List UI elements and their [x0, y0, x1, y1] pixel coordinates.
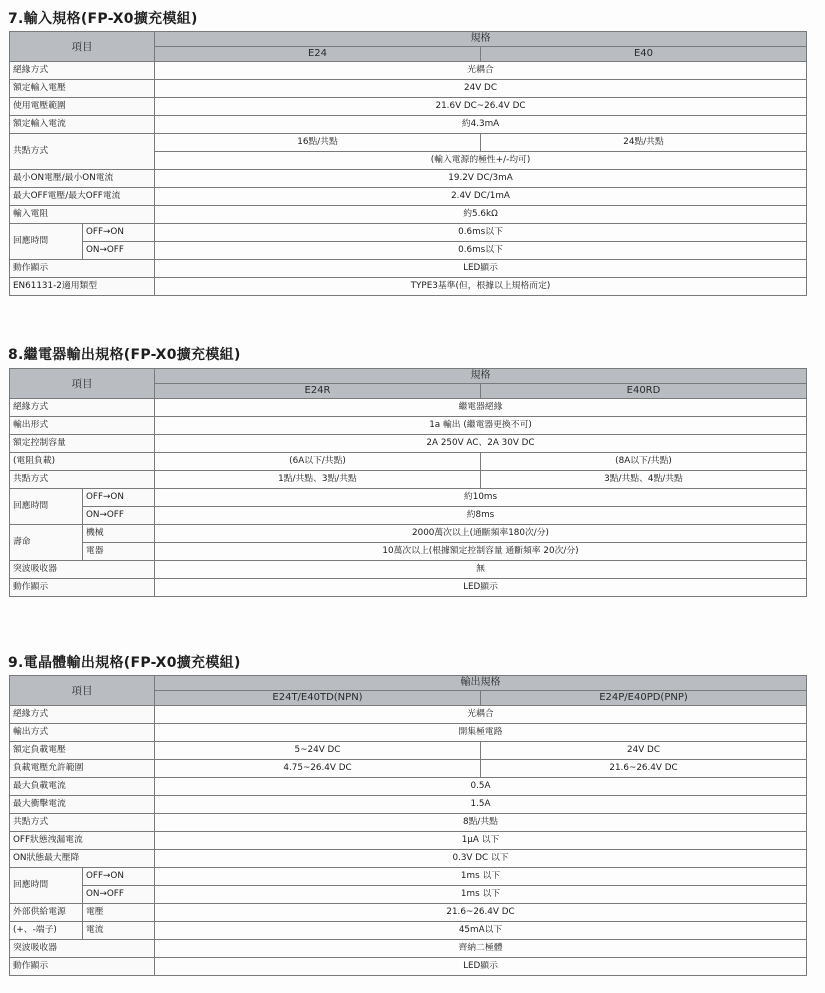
- table-header-row: [10, 676, 807, 691]
- row-value-e40rd: (8A以下/共點): [481, 453, 807, 471]
- table-row: [10, 224, 807, 242]
- transistor-spec-title: 9.電晶體輸出規格(FP-X0擴充模組): [8, 655, 241, 671]
- table-row: [10, 561, 807, 579]
- row-label: 動作顯示: [10, 579, 155, 597]
- row-label: 額定負載電壓: [10, 742, 155, 760]
- row-value: 1μA 以下: [155, 832, 807, 850]
- transistor-spec-table: [9, 675, 807, 976]
- row-value: 齊納二極體: [155, 940, 807, 958]
- table-row: [10, 850, 807, 868]
- row-label: 動作顯示: [10, 260, 155, 278]
- table-row: [10, 453, 807, 471]
- table-row: [10, 435, 807, 453]
- row-value-pnp: 24V DC: [481, 742, 807, 760]
- table-row: [10, 760, 807, 778]
- header-spec: 輸出規格: [155, 676, 807, 691]
- header-item: 項目: [10, 676, 155, 706]
- row-value: 21.6V DC~26.4V DC: [155, 98, 807, 116]
- row-label: 最大負載電流: [10, 778, 155, 796]
- row-label-continued: (+、-端子): [10, 922, 83, 940]
- row-value-e24r: 1點/共點、3點/共點: [155, 471, 481, 489]
- row-value: 繼電器絕緣: [155, 399, 807, 417]
- row-label: 突波吸收器: [10, 940, 155, 958]
- table-row: [10, 507, 807, 525]
- row-value: LED顯示: [155, 958, 807, 976]
- row-sublabel: 電器: [83, 543, 155, 561]
- row-label: 壽命: [10, 525, 83, 561]
- row-label: 絕緣方式: [10, 399, 155, 417]
- row-label: 額定輸入電流: [10, 116, 155, 134]
- header-spec: 規格: [155, 369, 807, 384]
- row-label-continued: (電阻負載): [10, 453, 155, 471]
- row-label: 使用電壓範圍: [10, 98, 155, 116]
- table-row: [10, 62, 807, 80]
- row-value: 1ms 以下: [155, 868, 807, 886]
- table-row: [10, 579, 807, 597]
- row-value: 21.6~26.4V DC: [155, 904, 807, 922]
- row-value: 0.6ms以下: [155, 224, 807, 242]
- table-row: [10, 922, 807, 940]
- table-row: [10, 242, 807, 260]
- table-row: [10, 742, 807, 760]
- row-label: 共點方式: [10, 814, 155, 832]
- row-value: 光耦合: [155, 706, 807, 724]
- row-sublabel: ON→OFF: [83, 507, 155, 525]
- row-label: 最大衝擊電流: [10, 796, 155, 814]
- table-row: [10, 98, 807, 116]
- row-value: 約8ms: [155, 507, 807, 525]
- header-col-npn: E24T/E40TD(NPN): [155, 691, 481, 706]
- row-label: 回應時間: [10, 489, 83, 525]
- row-value-npn: 4.75~26.4V DC: [155, 760, 481, 778]
- table-row: [10, 778, 807, 796]
- table-row: [10, 471, 807, 489]
- input-spec-title: 7.輸入規格(FP-X0擴充模組): [8, 11, 198, 27]
- row-value: 10萬次以上(根據額定控制容量 通斷頻率 20次/分): [155, 543, 807, 561]
- row-value: TYPE3基準(但，根據以上規格而定): [155, 278, 807, 296]
- row-label: 回應時間: [10, 868, 83, 904]
- row-sublabel: 機械: [83, 525, 155, 543]
- header-col-e40: E40: [481, 47, 807, 62]
- row-label: 最小ON電壓/最小ON電流: [10, 170, 155, 188]
- table-row: [10, 206, 807, 224]
- row-sublabel: ON→OFF: [83, 242, 155, 260]
- table-row: [10, 904, 807, 922]
- row-value: 約10ms: [155, 489, 807, 507]
- row-label: 額定控制容量: [10, 435, 155, 453]
- row-label: 輸出形式: [10, 417, 155, 435]
- row-value: 開集極電路: [155, 724, 807, 742]
- header-col-e24: E24: [155, 47, 481, 62]
- row-label: 外部供給電源: [10, 904, 83, 922]
- header-item: 項目: [10, 369, 155, 399]
- row-note: (輸入電源的極性+/-均可): [155, 152, 807, 170]
- table-row: [10, 489, 807, 507]
- row-value: 無: [155, 561, 807, 579]
- row-label: 最大OFF電壓/最大OFF電流: [10, 188, 155, 206]
- table-header-row: [10, 32, 807, 47]
- table-row: [10, 525, 807, 543]
- header-spec: 規格: [155, 32, 807, 47]
- row-label: 共點方式: [10, 471, 155, 489]
- table-row: [10, 417, 807, 435]
- row-label: 負載電壓允許範圍: [10, 760, 155, 778]
- row-sublabel: 電流: [83, 922, 155, 940]
- table-row: [10, 116, 807, 134]
- header-col-pnp: E24P/E40PD(PNP): [481, 691, 807, 706]
- relay-spec-table: [9, 368, 807, 597]
- relay-spec-title: 8.繼電器輸出規格(FP-X0擴充模組): [8, 347, 241, 363]
- header-col-e40rd: E40RD: [481, 384, 807, 399]
- row-label: 回應時間: [10, 224, 83, 260]
- row-label: 絕緣方式: [10, 62, 155, 80]
- row-value-pnp: 21.6~26.4V DC: [481, 760, 807, 778]
- row-value: 光耦合: [155, 62, 807, 80]
- row-label: 輸入電阻: [10, 206, 155, 224]
- table-header-row: [10, 369, 807, 384]
- row-sublabel: 電壓: [83, 904, 155, 922]
- row-value: 2.4V DC/1mA: [155, 188, 807, 206]
- input-spec-table: [9, 31, 807, 296]
- table-row: [10, 543, 807, 561]
- row-label: EN61131-2適用類型: [10, 278, 155, 296]
- table-row: [10, 134, 807, 152]
- row-value-e40: 24點/共點: [481, 134, 807, 152]
- row-label: 輸出方式: [10, 724, 155, 742]
- header-item: 項目: [10, 32, 155, 62]
- table-row: [10, 940, 807, 958]
- row-sublabel: OFF→ON: [83, 868, 155, 886]
- row-value: 1a 輸出 (繼電器更換不可): [155, 417, 807, 435]
- row-value-e40rd: 3點/共點、4點/共點: [481, 471, 807, 489]
- row-label: 共點方式: [10, 134, 155, 170]
- table-row: [10, 188, 807, 206]
- row-value: 0.5A: [155, 778, 807, 796]
- table-row: [10, 814, 807, 832]
- row-value: 0.6ms以下: [155, 242, 807, 260]
- row-value: 約4.3mA: [155, 116, 807, 134]
- row-label: 絕緣方式: [10, 706, 155, 724]
- row-value: 1.5A: [155, 796, 807, 814]
- row-value-e24: 16點/共點: [155, 134, 481, 152]
- row-value-e24r: (6A以下/共點): [155, 453, 481, 471]
- row-value: LED顯示: [155, 579, 807, 597]
- table-row: [10, 832, 807, 850]
- row-label: 額定輸入電壓: [10, 80, 155, 98]
- table-row: [10, 724, 807, 742]
- row-value: 1ms 以下: [155, 886, 807, 904]
- row-label: ON狀態最大壓降: [10, 850, 155, 868]
- table-row: [10, 958, 807, 976]
- row-value: 45mA以下: [155, 922, 807, 940]
- table-row: [10, 886, 807, 904]
- row-sublabel: OFF→ON: [83, 224, 155, 242]
- row-value: 24V DC: [155, 80, 807, 98]
- row-value: 8點/共點: [155, 814, 807, 832]
- table-row: [10, 399, 807, 417]
- row-value-npn: 5~24V DC: [155, 742, 481, 760]
- table-row: [10, 260, 807, 278]
- table-row: [10, 706, 807, 724]
- table-row: [10, 868, 807, 886]
- table-row: [10, 278, 807, 296]
- row-value: 19.2V DC/3mA: [155, 170, 807, 188]
- table-row: [10, 170, 807, 188]
- row-value: LED顯示: [155, 260, 807, 278]
- row-label: 動作顯示: [10, 958, 155, 976]
- table-row: [10, 796, 807, 814]
- row-sublabel: OFF→ON: [83, 489, 155, 507]
- row-value: 2A 250V AC、2A 30V DC: [155, 435, 807, 453]
- table-row: [10, 80, 807, 98]
- row-label: OFF狀態洩漏電流: [10, 832, 155, 850]
- row-value: 約5.6kΩ: [155, 206, 807, 224]
- header-col-e24r: E24R: [155, 384, 481, 399]
- row-value: 0.3V DC 以下: [155, 850, 807, 868]
- row-value: 2000萬次以上(通斷頻率180次/分): [155, 525, 807, 543]
- row-sublabel: ON→OFF: [83, 886, 155, 904]
- row-label: 突波吸收器: [10, 561, 155, 579]
